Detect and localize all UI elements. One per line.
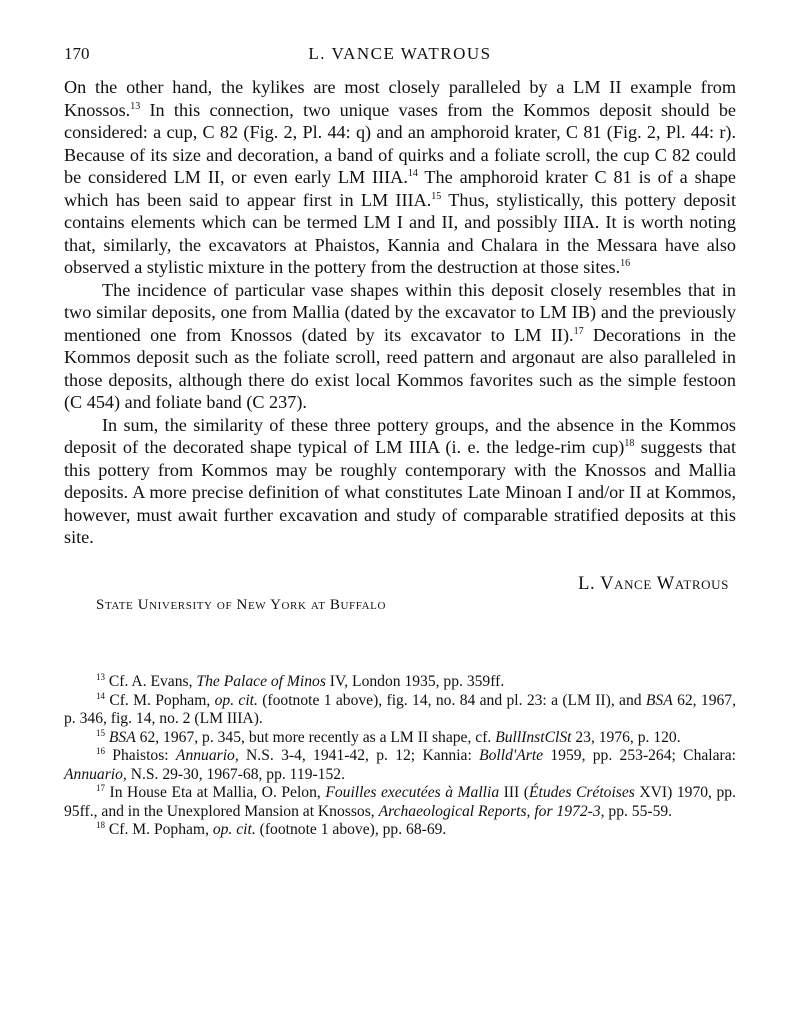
italic-text: Fouilles executées à Mallia xyxy=(325,784,500,801)
italic-text: The Palace of Minos xyxy=(196,673,326,690)
italic-text: BullInstClSt xyxy=(495,728,572,746)
article-body xyxy=(64,76,736,549)
author-affiliation: State University of New York at Buffalo xyxy=(96,597,387,613)
text-run: In House Eta at Mallia, O. Pelon, xyxy=(105,784,326,801)
italic-text: BSA xyxy=(108,728,136,746)
text-run: The amphoroid krater C 81 is of a shape which has been said to appear first in LM IIIA. xyxy=(64,167,736,210)
text-run: (footnote 1 above), fig. 14, no. 84 and pl. 23: a (LM II), and xyxy=(257,691,646,709)
italic-text: BSA xyxy=(645,691,673,709)
body-paragraph xyxy=(64,414,736,549)
footnote-ref: 15 xyxy=(96,727,105,738)
body-paragraph xyxy=(64,279,736,414)
footnote-ref: 13 xyxy=(96,671,105,682)
footnote-ref: 17 xyxy=(573,325,584,337)
footnote-ref: 16 xyxy=(96,745,105,756)
text-run: III ( xyxy=(499,784,529,801)
footnote xyxy=(64,692,736,729)
footnote-ref: 17 xyxy=(96,782,105,793)
text-run: Decorations in the Kommos deposit such as the foliate scroll, reed pattern and argonaut are also paralleled in those deposits, although there do exist local Kommos favorites such as the simple festoon (C 454) and foliate band (C 237). xyxy=(64,324,736,412)
text-run: 62, 1967, p. 346, fig. 14, no. 2 (LM IIIA). xyxy=(64,691,736,727)
body-paragraph xyxy=(64,76,736,279)
text-run: In sum, the similarity of these three pottery groups, and the absence in the Kommos deposit of the decorated shape typical of LM IIIA (i. e. the ledge-rim cup) xyxy=(64,414,736,457)
footnote xyxy=(64,821,736,840)
text-run: IV, London 1935, pp. 359ff. xyxy=(325,673,505,690)
text-run: N.S. 3-4, 1941-42, p. 12; Kannia: xyxy=(238,747,480,764)
running-head: L. VANCE WATROUS xyxy=(308,44,492,63)
text-run: suggests that this pottery from Kommos may be roughly contemporary with the Knossos and Mallia deposits. A more precise definition of what constitutes Late Minoan I and/or II at Kommos, however, must await further excavation and study of comparable stratified deposits at this site. xyxy=(64,437,737,547)
footnote xyxy=(64,673,736,692)
italic-text: Annuario, xyxy=(64,765,127,783)
footnote-ref: 14 xyxy=(96,690,105,701)
text-run: Phaistos: xyxy=(105,747,176,764)
italic-text: op. cit. xyxy=(212,821,256,838)
italic-text: Archaeological Reports, for 1972-3, xyxy=(378,802,605,820)
text-run: Cf. M. Popham, xyxy=(105,691,215,709)
footnote-ref: 18 xyxy=(624,437,635,449)
italic-text: Annuario, xyxy=(175,747,239,764)
footnote-ref: 13 xyxy=(130,100,141,112)
text-run: XVI) 1970, pp. 95ff., and in the Unexplored Mansion at Knossos, xyxy=(64,784,736,820)
author-signature: L. Vance Watrous xyxy=(578,574,729,594)
text-run: 1959, pp. 253-264; Chalara: xyxy=(543,747,736,764)
text-run: The incidence of particular vase shapes within this deposit closely resembles that in two similar deposits, one from Mallia (dated by the excavator to LM IB) and the previously mentioned one from Knossos (dated by its excavator to LM II). xyxy=(64,279,736,345)
italic-text: Bolld'Arte xyxy=(479,747,544,764)
footnote xyxy=(64,729,736,748)
footnote-ref: 16 xyxy=(620,257,631,269)
text-run: N.S. 29-30, 1967-68, pp. 119-152. xyxy=(126,765,345,783)
footnote-ref: 15 xyxy=(431,190,442,202)
text-run: In this connection, two unique vases from the Kommos deposit should be considered: a cup, C 82 (Fig. 2, Pl. 44: q) and an amphoroid krater, C 81 (Fig. 2, Pl. 44: r). Because of its size and decoration, a band of quirks and a foliate scroll, the cup C 82 could be considered LM II, or even early LM IIIA. xyxy=(64,99,736,187)
footnote xyxy=(64,747,736,784)
footnote-ref: 14 xyxy=(407,167,418,179)
text-run: pp. 55-59. xyxy=(604,802,673,820)
text-run: 23, 1976, p. 120. xyxy=(571,728,681,746)
footnote-ref: 18 xyxy=(96,819,105,830)
footnote xyxy=(64,784,736,821)
footnotes xyxy=(64,673,736,840)
italic-text: op. cit. xyxy=(214,691,258,709)
text-run: On the other hand, the kylikes are most closely paralleled by a LM II example from Knossos. xyxy=(64,77,736,120)
page-header xyxy=(64,44,736,68)
page-number: 170 xyxy=(64,44,90,63)
text-run: 62, 1967, p. 345, but more recently as a LM II shape, cf. xyxy=(135,728,496,746)
text-run: Thus, stylistically, this pottery deposit contains elements which can be termed LM I and II, and possibly IIIA. It is worth noting that, similarly, the excavators at Phaistos, Kannia and Chalara in the Messara have also observed a stylistic mixture in the pottery from the destruction at those sites. xyxy=(64,189,736,277)
text-run: (footnote 1 above), pp. 68-69. xyxy=(255,821,447,838)
italic-text: Études Crétoises xyxy=(528,784,635,801)
text-run: Cf. M. Popham, xyxy=(105,821,213,838)
text-run: Cf. A. Evans, xyxy=(105,673,197,690)
